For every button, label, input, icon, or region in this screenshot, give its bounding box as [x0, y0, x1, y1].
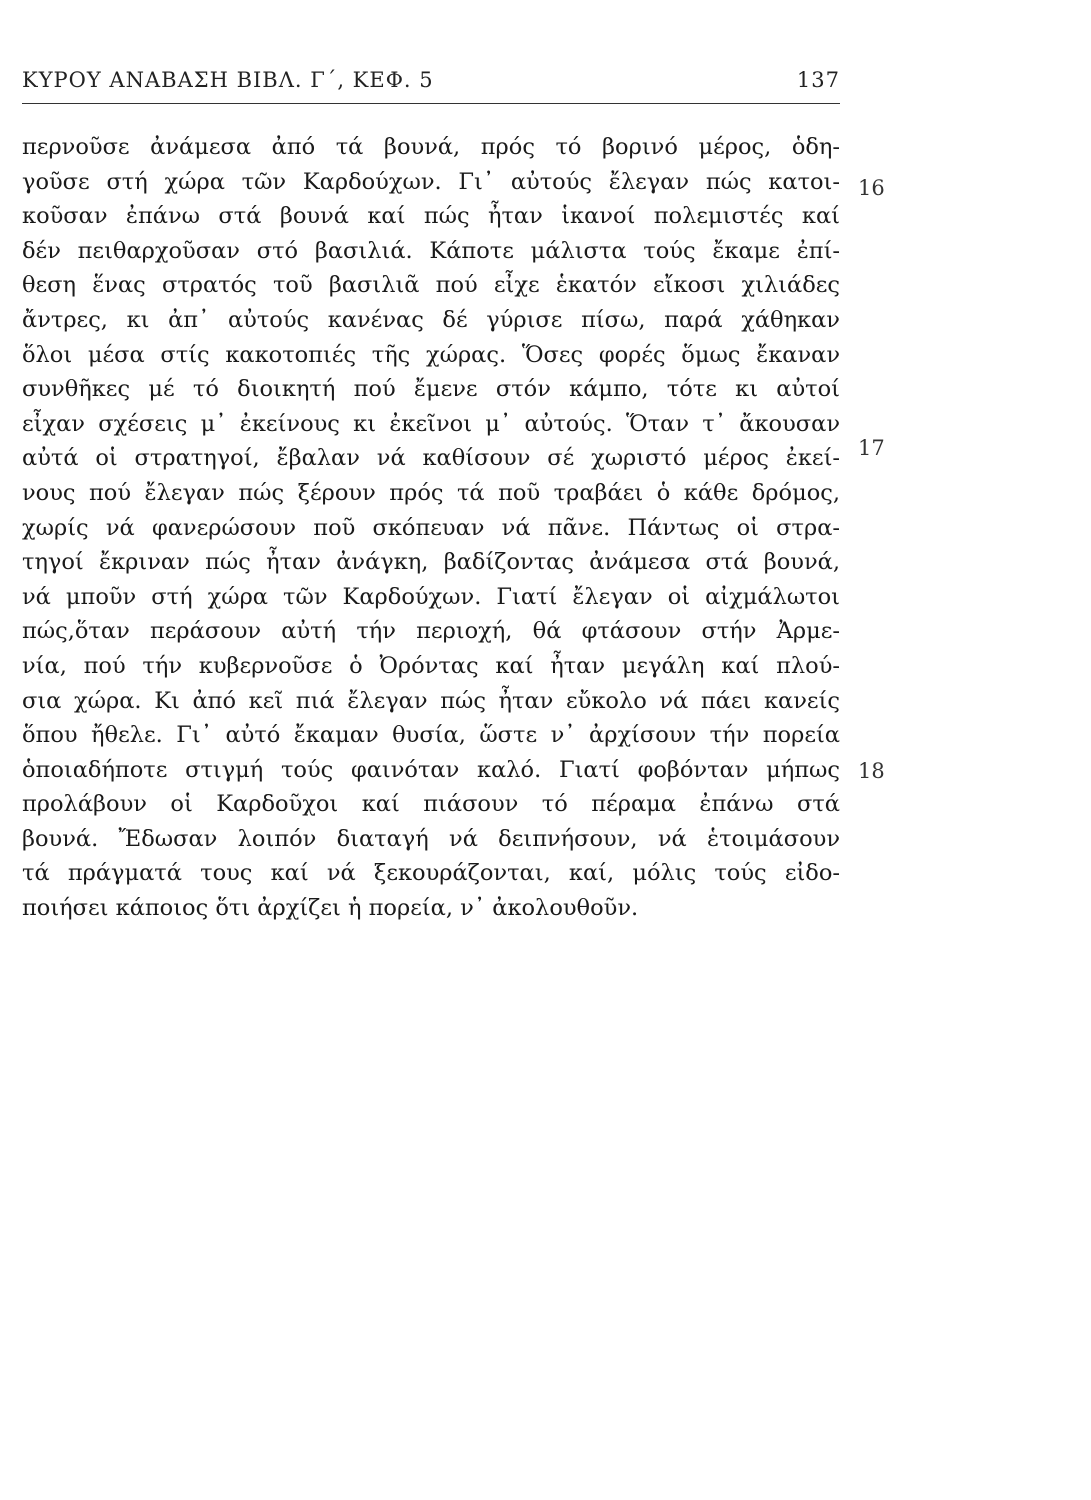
text-line: νά μποῦν στή χώρα τῶν Καρδούχων. Γιατί ἔλεγαν οἱ αἰχμάλωτοι: [22, 583, 840, 610]
running-title: ΚΥΡΟΥ ΑΝΑΒΑΣΗ ΒΙΒΛ. Γ΄, ΚΕΦ. 5: [22, 68, 434, 92]
text-line: πώς,ὅταν περάσουν αὐτή τήν περιοχή, θά φτάσουν στήν Ἀρμε-: [22, 618, 840, 645]
section-number: 18: [858, 759, 885, 783]
text-line: νία, πού τήν κυβερνοῦσε ὁ Ὀρόντας καί ἦταν μεγάλη καί πλού-: [22, 652, 840, 679]
text-line: σια χώρα. Κι ἀπό κεῖ πιά ἔλεγαν πώς ἦταν εὔκολο νά πάει κανείς: [22, 687, 840, 714]
text-line: τηγοί ἔκριναν πώς ἦταν ἀνάγκη, βαδίζοντας ἀνάμεσα στά βουνά,: [22, 549, 840, 576]
text-line: εἶχαν σχέσεις μ᾽ ἐκείνους κι ἐκεῖνοι μ᾽ αὐτούς. Ὅταν τ᾽ ἄκουσαν: [22, 410, 840, 437]
bleed-through-shadow: [22, 1090, 862, 1110]
running-head: [22, 68, 840, 98]
text-line: ὁποιαδήποτε στιγμή τούς φαινόταν καλό. Γιατί φοβόνταν μήπως: [22, 756, 840, 783]
text-line: γοῦσε στή χώρα τῶν Καρδούχων. Γι᾽ αὐτούς ἔλεγαν πώς κατοι-: [22, 168, 840, 195]
text-line: χωρίς νά φανερώσουν ποῦ σκόπευαν νά πᾶνε. Πάντως οἱ στρα-: [22, 514, 840, 541]
text-line: βουνά. Ἔδωσαν λοιπόν διαταγή νά δειπνήσουν, νά ἑτοιμάσουν: [22, 825, 840, 852]
text-line: προλάβουν οἱ Καρδοῦχοι καί πιάσουν τό πέραμα ἐπάνω στά: [22, 791, 840, 818]
page-number: 137: [796, 68, 840, 92]
text-line: ποιήσει κάποιος ὅτι ἀρχίζει ἡ πορεία, ν᾽ ἀκολουθοῦν.: [22, 895, 639, 922]
text-line: νους πού ἔλεγαν πώς ξέρουν πρός τά ποῦ τραβάει ὁ κάθε δρόμος,: [22, 479, 840, 506]
body-text: [22, 130, 840, 926]
text-line: ἄντρες, κι ἀπ᾽ αὐτούς κανένας δέ γύρισε πίσω, παρά χάθηκαν: [22, 306, 840, 333]
text-line: τά πράγματά τους καί νά ξεκουράζονται, καί, μόλις τούς εἰδο-: [22, 860, 840, 887]
bleed-through-shadow: [22, 1010, 862, 1030]
text-line: περνοῦσε ἀνάμεσα ἀπό τά βουνά, πρός τό βορινό μέρος, ὁδη-: [22, 134, 840, 160]
text-line: ὅλοι μέσα στίς κακοτοπιές τῆς χώρας. Ὅσες φορές ὅμως ἔκαναν: [22, 341, 840, 368]
text-line: θεση ἕνας στρατός τοῦ βασιλιᾶ πού εἶχε ἑκατόν εἴκοσι χιλιάδες: [22, 272, 840, 299]
header-rule: [22, 103, 840, 104]
text-line: κοῦσαν ἐπάνω στά βουνά καί πώς ἦταν ἱκανοί πολεμιστές καί: [22, 203, 840, 230]
text-line: αὐτά οἱ στρατηγοί, ἔβαλαν νά καθίσουν σέ χωριστό μέρος ἐκεί-: [22, 445, 840, 472]
text-line: συνθῆκες μέ τό διοικητή πού ἔμενε στόν κάμπο, τότε κι αὐτοί: [22, 376, 840, 403]
text-line: δέν πειθαρχοῦσαν στό βασιλιά. Κάποτε μάλιστα τούς ἔκαμε ἐπί-: [22, 237, 840, 264]
section-number: 16: [858, 176, 885, 200]
text-line: ὅπου ἤθελε. Γι᾽ αὐτό ἔκαμαν θυσία, ὥστε ν᾽ ἀρχίσουν τήν πορεία: [22, 722, 840, 749]
section-number: 17: [858, 436, 885, 460]
